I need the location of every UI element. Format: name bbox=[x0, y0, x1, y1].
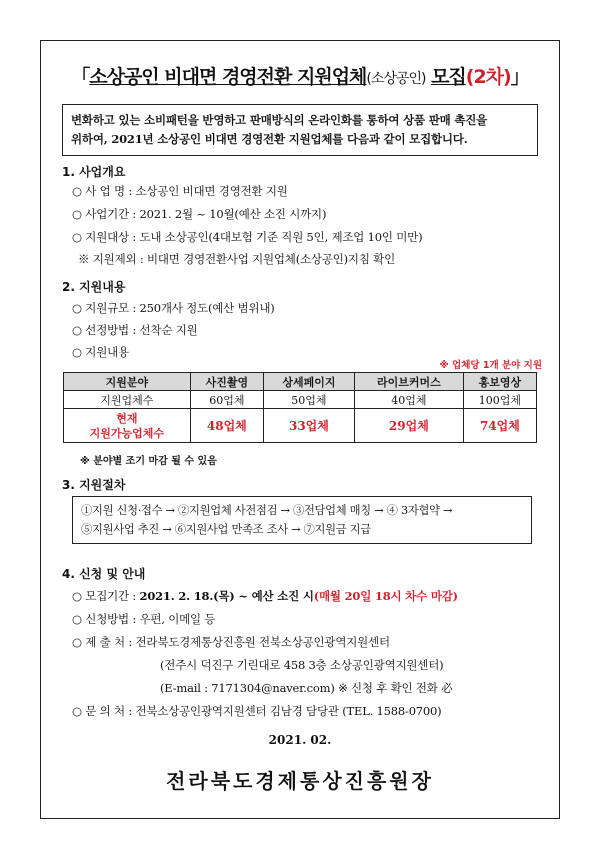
section4-email: (E-mail : 7171304@naver.com) ※ 신청 후 확인 전화 必 bbox=[160, 681, 453, 695]
procedure-line-1: ①지원 신청·접수 → ②지원업체 사전점검 → ③전담업체 매칭 → ④ 3자협약 → bbox=[81, 504, 453, 517]
section4-address: (전주시 덕진구 기린대로 458 3층 소상공인광역지원센터) bbox=[160, 658, 444, 672]
support-table bbox=[63, 372, 537, 443]
section2-item-content: ○ 지원내용 bbox=[72, 345, 129, 359]
table-cell: 100업체 bbox=[463, 391, 536, 409]
table-after-note: ※ 분야별 조기 마감 될 수 있음 bbox=[80, 456, 217, 467]
table-cell: 지원업체수 bbox=[64, 391, 191, 409]
table-header: 상세페이지 bbox=[263, 373, 354, 391]
section4-heading: 4. 신청 및 안내 bbox=[62, 567, 146, 581]
table-header: 사진촬영 bbox=[190, 373, 263, 391]
period-label: ○ 모집기간 : bbox=[72, 589, 140, 603]
row-head-line1: 현재 bbox=[116, 411, 138, 425]
procedure-line-2: ⑤지원사업 추진 → ⑥지원사업 만족조 조사 → ⑦지원금 지급 bbox=[81, 523, 371, 536]
table-cell: 40업체 bbox=[354, 391, 463, 409]
table-cell: 48업체 bbox=[190, 409, 263, 443]
section2-heading: 2. 지원내용 bbox=[62, 280, 126, 294]
table-row-head bbox=[64, 409, 191, 443]
table-cell: 60업체 bbox=[190, 391, 263, 409]
organization-name: 전라북도경제통상진흥원장 bbox=[166, 769, 434, 793]
section2-item-method: ○ 선정방법 : 선착순 지원 bbox=[72, 323, 198, 337]
row-head-line2: 지원가능업체수 bbox=[89, 426, 165, 440]
period-value: 2021. 2. 18.(목) ~ 예산 소진 시 bbox=[139, 589, 314, 603]
section1-item-name: ○ 사 업 명 : 소상공인 비대면 경영전환 지원 bbox=[72, 184, 288, 198]
section1-item-exclude: ※ 지원제외 : 비대면 경영전환사업 지원업체(소상공인)지침 확인 bbox=[78, 252, 396, 266]
table-header: 지원분야 bbox=[64, 373, 191, 391]
section4-contact: ○ 문 의 처 : 전북소상공인광역지원센터 김남경 담당관 (TEL. 1588-0700) bbox=[72, 704, 442, 718]
period-deadline: (매월 20일 18시 차수 마감) bbox=[313, 589, 458, 603]
title-open-bracket: 「 bbox=[71, 66, 90, 88]
title-close-bracket: 」 bbox=[510, 66, 529, 88]
section1-heading: 1. 사업개요 bbox=[62, 165, 126, 179]
table-row bbox=[64, 391, 537, 409]
table-note: ※ 업체당 1개 분야 지원 bbox=[439, 360, 542, 371]
table-header: 홍보영상 bbox=[463, 373, 536, 391]
title-paren: (소상공인) bbox=[366, 71, 426, 87]
section4-period bbox=[72, 588, 458, 604]
intro-line-2: 위하여, 2021년 소상공인 비대면 경영전환 지원업체를 다음과 같이 모집합니다. bbox=[71, 132, 468, 146]
table-header-row bbox=[64, 373, 537, 391]
document-date: 2021. 02. bbox=[268, 733, 332, 747]
procedure-box bbox=[72, 496, 532, 544]
table-cell: 50업체 bbox=[263, 391, 354, 409]
section3-heading: 3. 지원절차 bbox=[62, 478, 126, 492]
table-cell: 74업체 bbox=[463, 409, 536, 443]
title-recruit: 모집 bbox=[431, 66, 466, 88]
table-cell: 29업체 bbox=[354, 409, 463, 443]
section1-item-period: ○ 사업기간 : 2021. 2월 ~ 10월(예산 소진 시까지) bbox=[72, 207, 327, 221]
table-cell: 33업체 bbox=[263, 409, 354, 443]
section4-submit: ○ 제 출 처 : 전라북도경제통상진흥원 전북소상공인광역지원센터 bbox=[72, 635, 390, 649]
table-row-available bbox=[64, 409, 537, 443]
title-round: (2차) bbox=[465, 66, 511, 88]
section1-item-target: ○ 지원대상 : 도내 소상공인(4대보험 기준 직원 5인, 제조업 10인 미만) bbox=[72, 230, 423, 244]
intro-box bbox=[62, 104, 538, 156]
page-title bbox=[40, 62, 560, 89]
section2-item-scale: ○ 지원규모 : 250개사 정도(예산 범위내) bbox=[72, 301, 275, 315]
table-header: 라이브커머스 bbox=[354, 373, 463, 391]
section4-method: ○ 신청방법 : 우편, 이메일 등 bbox=[72, 612, 216, 626]
title-main: 소상공인 비대면 경영전환 지원업체 bbox=[89, 66, 367, 88]
intro-line-1: 변화하고 있는 소비패턴을 반영하고 판매방식의 온라인화를 통하여 상품 판매 촉진을 bbox=[71, 113, 488, 127]
